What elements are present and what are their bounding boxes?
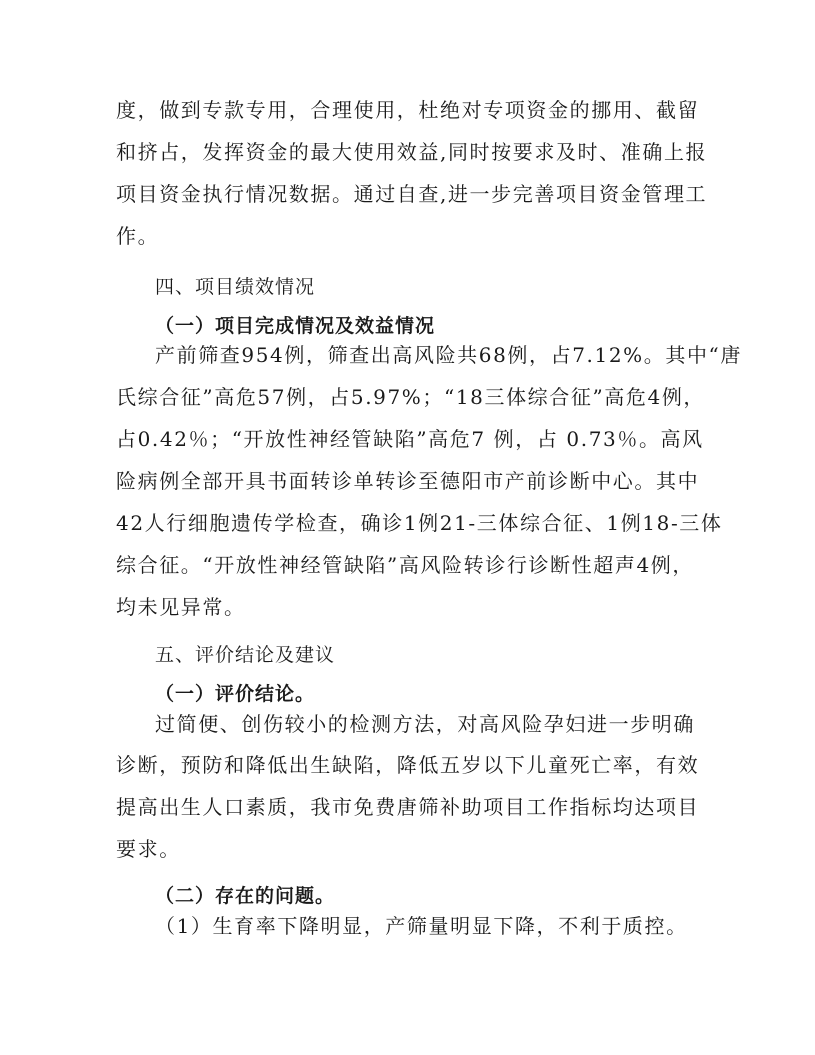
paragraph-line: 42人行细胞遗传学检查，确诊1例21-三体综合征、1例18-三体 (116, 511, 723, 535)
subsection-heading: （一）评价结论。 (155, 683, 316, 705)
paragraph-line: 诊断，预防和降低出生缺陷，降低五岁以下儿童死亡率，有效 (116, 753, 700, 777)
section-heading: 五、评价结论及建议 (155, 644, 336, 666)
subsection-heading: （二）存在的问题。 (155, 885, 336, 907)
subsection-heading: （一）项目完成情况及效益情况 (155, 315, 436, 337)
paragraph-line: 项目资金执行情况数据。通过自查,进一步完善项目资金管理工 (116, 182, 708, 206)
paragraph-line: （1）生育率下降明显，产筛量明显下降，不利于质控。 (155, 914, 688, 938)
paragraph-line: 产前筛查954例，筛查出高风险共68例，占7.12%。其中“唐 (155, 343, 742, 367)
section-heading: 四、项目绩效情况 (155, 276, 316, 298)
paragraph-line: 综合征。“开放性神经管缺陷”高风险转诊行诊断性超声4例， (116, 553, 694, 577)
paragraph-line: 和挤占，发挥资金的最大使用效益,同时按要求及时、准确上报 (116, 140, 708, 164)
paragraph-line: 要求。 (116, 837, 181, 861)
paragraph-line: 均未见异常。 (116, 595, 246, 619)
paragraph-line: 险病例全部开具书面转诊单转诊至德阳市产前诊断中心。其中 (116, 469, 700, 493)
paragraph-line: 作。 (116, 224, 160, 248)
paragraph-line: 氏综合征”高危57例，占5.97%；“18三体综合征”高危4例， (116, 385, 706, 409)
paragraph-line: 提高出生人口素质，我市免费唐筛补助项目工作指标均达项目 (116, 795, 700, 819)
paragraph-line: 度，做到专款专用，合理使用，杜绝对专项资金的挪用、截留 (116, 98, 700, 122)
paragraph-line: 占0.42％；“开放性神经管缺陷”高危7 例，占 0.73％。高风 (116, 427, 704, 451)
paragraph-line: 过简便、创伤较小的检测方法，对高风险孕妇进一步明确 (155, 712, 695, 736)
